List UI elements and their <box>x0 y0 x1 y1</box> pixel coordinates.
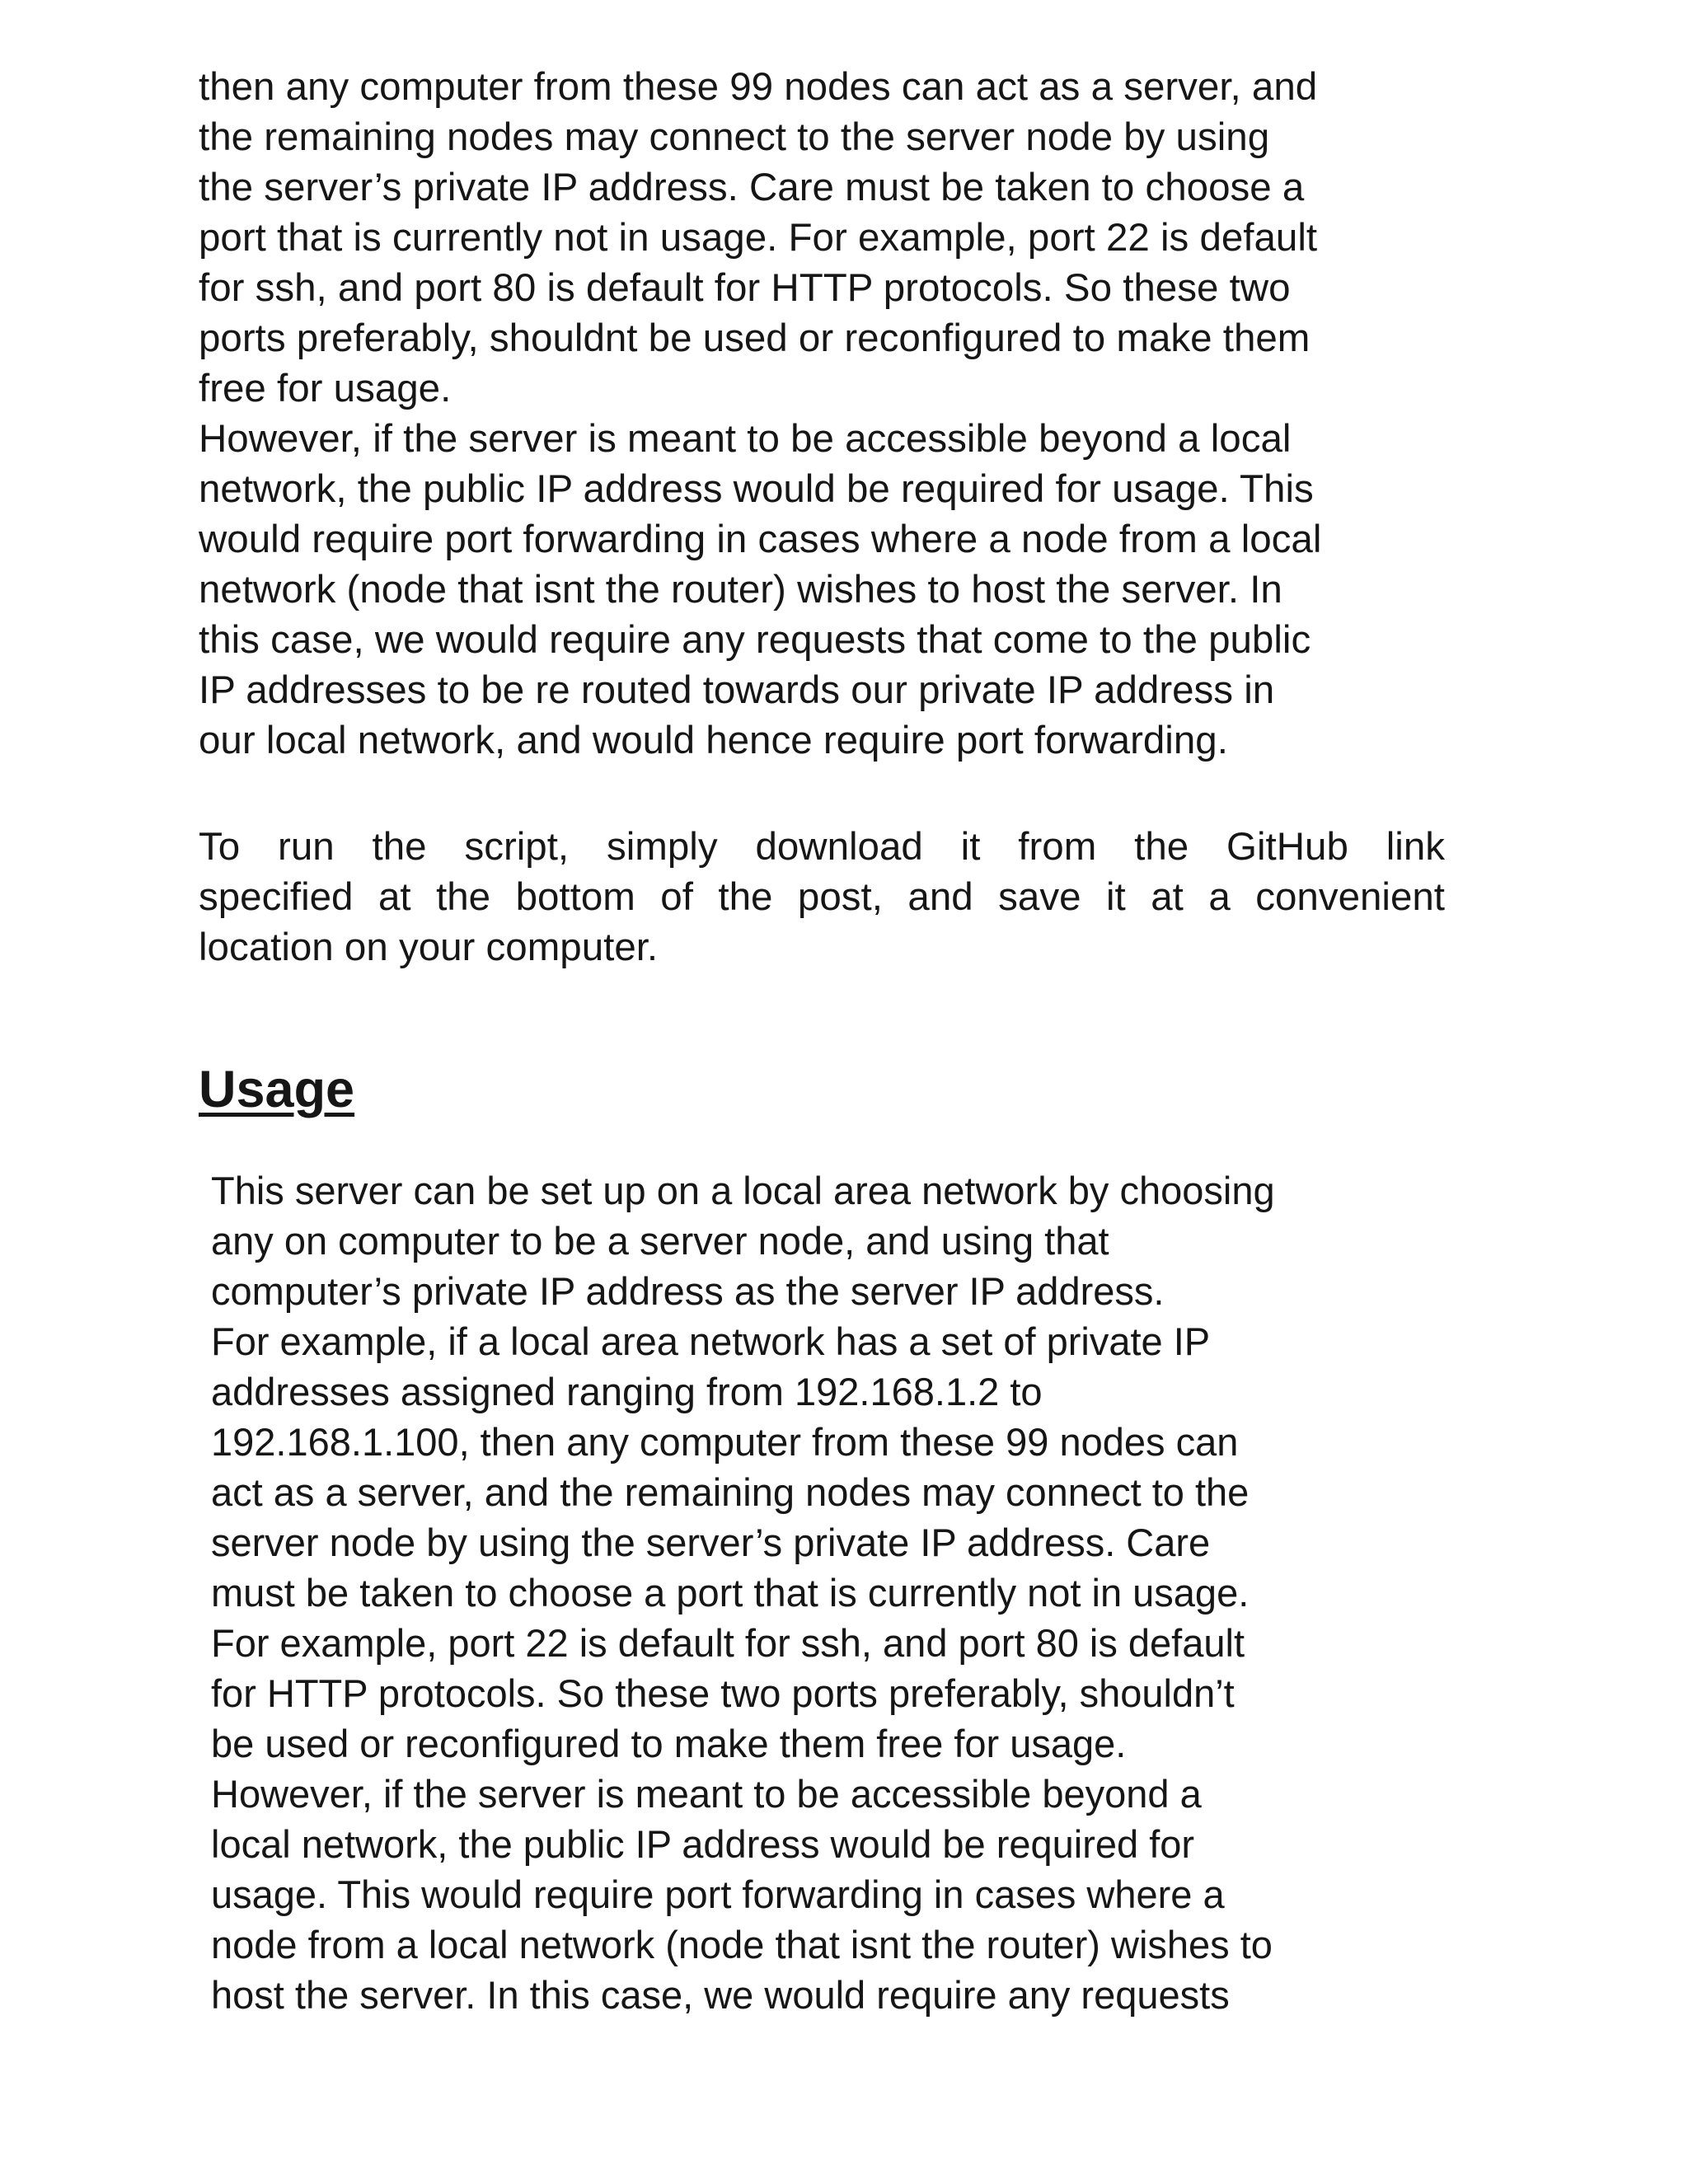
text-line: 192.168.1.100, then any computer from these 99 nodes can <box>211 1420 1239 1464</box>
text-line: However, if the server is meant to be accessible beyond a <box>211 1772 1202 1816</box>
usage-heading: Usage <box>199 1061 355 1118</box>
text-line: IP addresses to be re routed towards our private IP address in <box>199 668 1275 712</box>
text-line: must be taken to choose a port that is currently not in usage. <box>211 1571 1250 1615</box>
text-line: host the server. In this case, we would require any requests <box>211 1973 1230 2017</box>
usage-paragraph <box>211 1165 1275 2020</box>
intro-paragraph <box>199 62 1321 766</box>
text-line: would require port forwarding in cases where a node from a local <box>199 518 1322 561</box>
text-line: any on computer to be a server node, and using that <box>211 1219 1109 1263</box>
run-script-paragraph <box>199 822 1445 972</box>
text-line: For example, if a local area network has a set of private IP <box>211 1319 1211 1363</box>
text-line: However, if the server is meant to be accessible beyond a local <box>199 417 1292 461</box>
text-line: location on your computer. <box>199 926 659 969</box>
text-line: server node by using the server’s private IP address. Care <box>211 1521 1211 1564</box>
text-line: To run the script, simply download it from the GitHub link <box>199 825 1445 869</box>
text-line: node from a local network (node that isnt the router) wishes to <box>211 1923 1273 1966</box>
text-line: act as a server, and the remaining nodes may connect to the <box>211 1470 1250 1514</box>
text-line: this case, we would require any requests that come to the public <box>199 618 1311 662</box>
text-line: then any computer from these 99 nodes can act as a server, and <box>199 65 1318 109</box>
text-line: for ssh, and port 80 is default for HTTP protocols. So these two <box>199 266 1291 310</box>
text-line: This server can be set up on a local area network by choosing <box>211 1169 1275 1212</box>
text-line: the server’s private IP address. Care must be taken to choose a <box>199 166 1305 209</box>
text-line: network, the public IP address would be required for usage. This <box>199 467 1314 511</box>
text-line: usage. This would require port forwarding in cases where a <box>211 1872 1225 1916</box>
text-line: free for usage. <box>199 367 452 410</box>
text-line: our local network, and would hence require port forwarding. <box>199 719 1228 762</box>
text-line: be used or reconfigured to make them free for usage. <box>211 1722 1127 1765</box>
text-line: network (node that isnt the router) wishes to host the server. In <box>199 568 1282 612</box>
text-line: computer’s private IP address as the server IP address. <box>211 1269 1165 1313</box>
text-line: local network, the public IP address would be required for <box>211 1822 1195 1866</box>
text-line: For example, port 22 is default for ssh, and port 80 is default <box>211 1621 1245 1665</box>
text-line: the remaining nodes may connect to the server node by using <box>199 115 1270 159</box>
text-line: port that is currently not in usage. For example, port 22 is default <box>199 216 1318 260</box>
text-line: specified at the bottom of the post, and save it at a convenient <box>199 875 1445 919</box>
text-line: addresses assigned ranging from 192.168.1.2 to <box>211 1370 1043 1413</box>
text-line: ports preferably, shouldnt be used or reconfigured to make them <box>199 316 1311 360</box>
text-line: for HTTP protocols. So these two ports preferably, shouldn’t <box>211 1671 1235 1715</box>
